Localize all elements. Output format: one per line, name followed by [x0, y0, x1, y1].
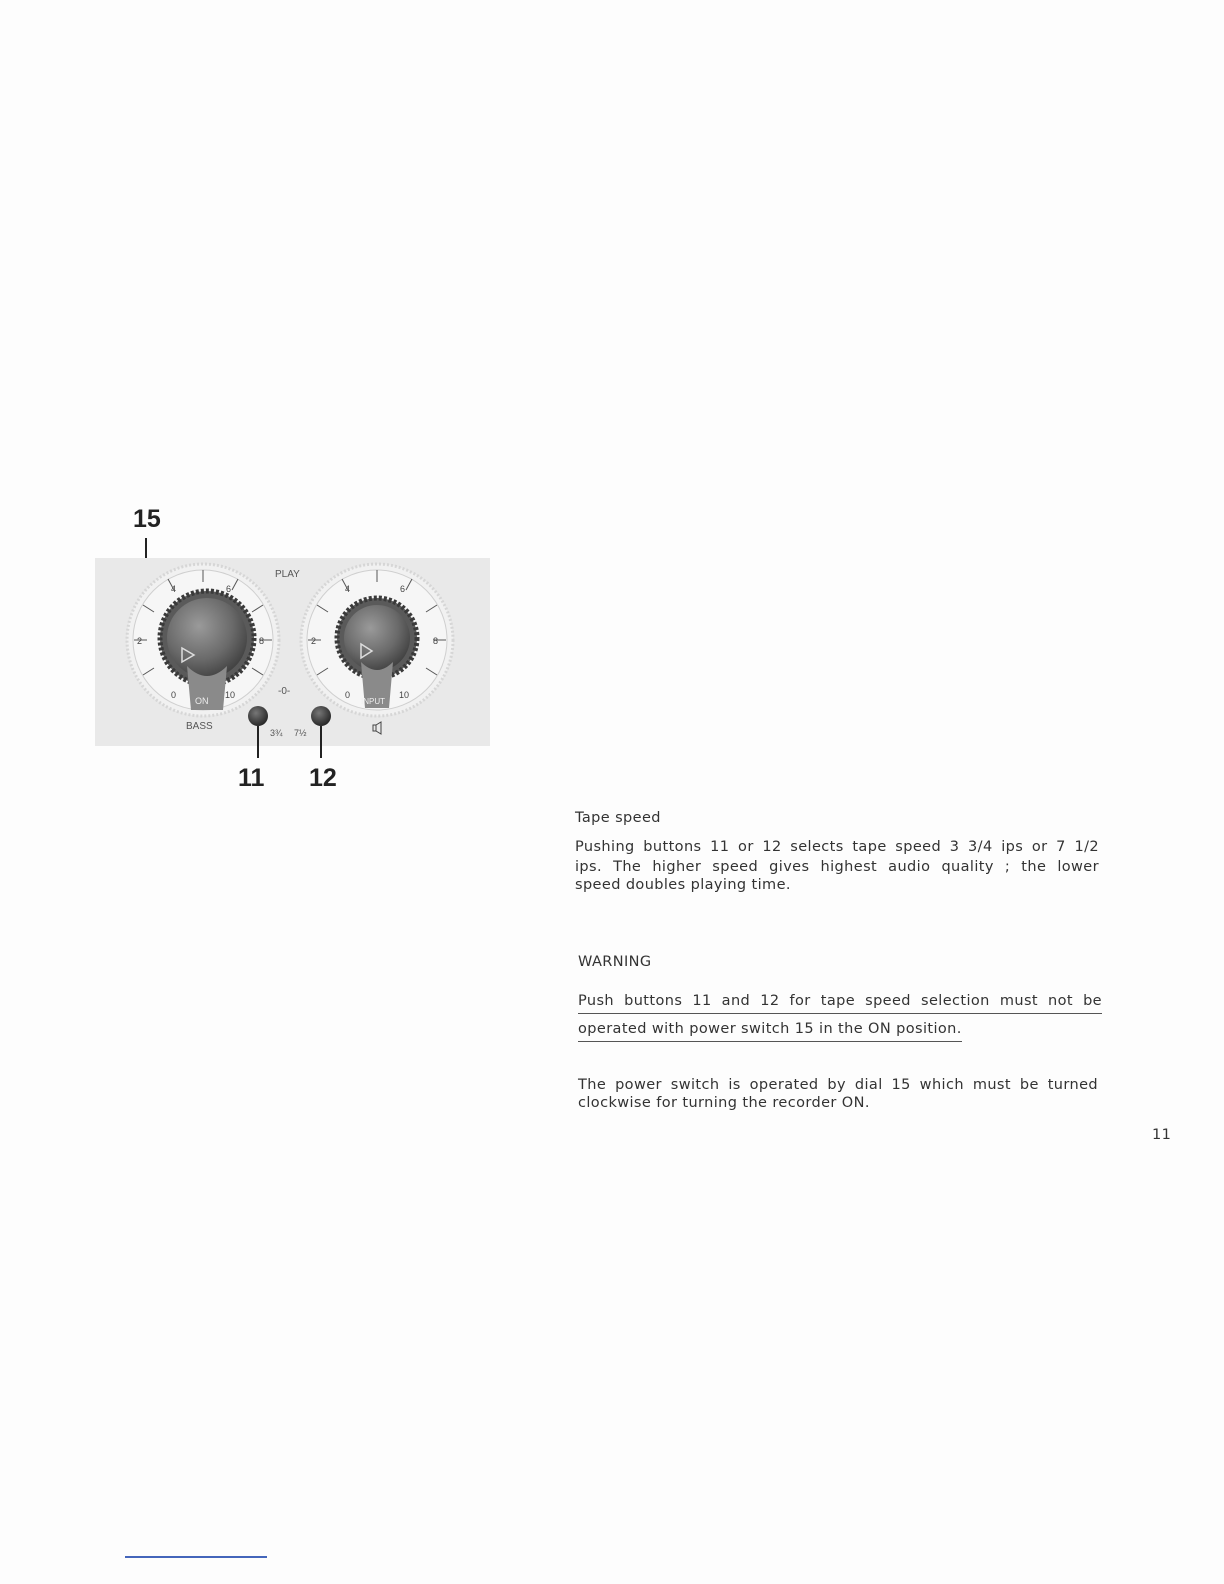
input-volume-dial[interactable]: [301, 564, 453, 716]
bass-label: BASS: [186, 721, 213, 732]
zero-label: -0-: [278, 686, 291, 697]
power-note: [578, 1075, 1098, 1095]
left-tick-8: 8: [259, 636, 265, 646]
speed-button-12[interactable]: [311, 706, 331, 726]
warning-line-2-wrap: [578, 1018, 962, 1042]
right-tick-0: 0: [345, 690, 351, 700]
callout-11: 11: [238, 764, 265, 792]
warning-title: WARNING: [578, 954, 652, 970]
note-last-line: clockwise for turning the recorder ON.: [578, 1095, 870, 1111]
left-tick-0: 0: [171, 690, 177, 700]
warning-line-2: operated with power switch 15 in the ON position.: [578, 1021, 962, 1042]
right-tick-2: 2: [311, 636, 317, 646]
input-label: INPUT: [361, 697, 385, 706]
callout-12-leader: [320, 726, 322, 758]
left-tick-4: 4: [171, 584, 177, 594]
warning-line-1: Push buttons 11 and 12 for tape speed selection must not be: [578, 993, 1102, 1014]
right-tick-6: 6: [400, 584, 406, 594]
tape-speed-paragraph: [575, 837, 1099, 877]
callout-12: 12: [309, 764, 337, 792]
right-tick-10: 10: [399, 690, 410, 700]
right-tick-4: 4: [345, 584, 351, 594]
play-label: PLAY: [275, 569, 300, 580]
speed-fast-label: 7½: [294, 728, 307, 738]
speed-slow-label: 3¾: [270, 728, 283, 738]
page-number: 11: [1152, 1127, 1172, 1143]
paragraph-line-1: Pushing buttons 11 or 12 selects tape speed 3 3/4 ips or 7 1/2: [575, 839, 1099, 855]
left-tick-10: 10: [225, 690, 236, 700]
section-heading: Tape speed: [575, 810, 661, 826]
callout-11-leader: [257, 726, 259, 758]
note-line-1: The power switch is operated by dial 15 which must be turned: [578, 1077, 1098, 1093]
warning-line-1-wrap: [578, 990, 1102, 1014]
bass-power-dial[interactable]: [127, 564, 279, 716]
on-label: ON: [195, 696, 209, 706]
control-panel-figure: [95, 558, 490, 746]
paragraph-line-2: ips. The higher speed gives highest audio quality ; the lower: [575, 859, 1099, 875]
left-tick-6: 6: [226, 584, 232, 594]
paragraph-last-line: speed doubles playing time.: [575, 877, 791, 893]
right-tick-8: 8: [433, 636, 439, 646]
footer-rule: [125, 1556, 267, 1558]
speed-button-11[interactable]: [248, 706, 268, 726]
callout-15: 15: [133, 505, 161, 533]
left-tick-2: 2: [137, 636, 143, 646]
